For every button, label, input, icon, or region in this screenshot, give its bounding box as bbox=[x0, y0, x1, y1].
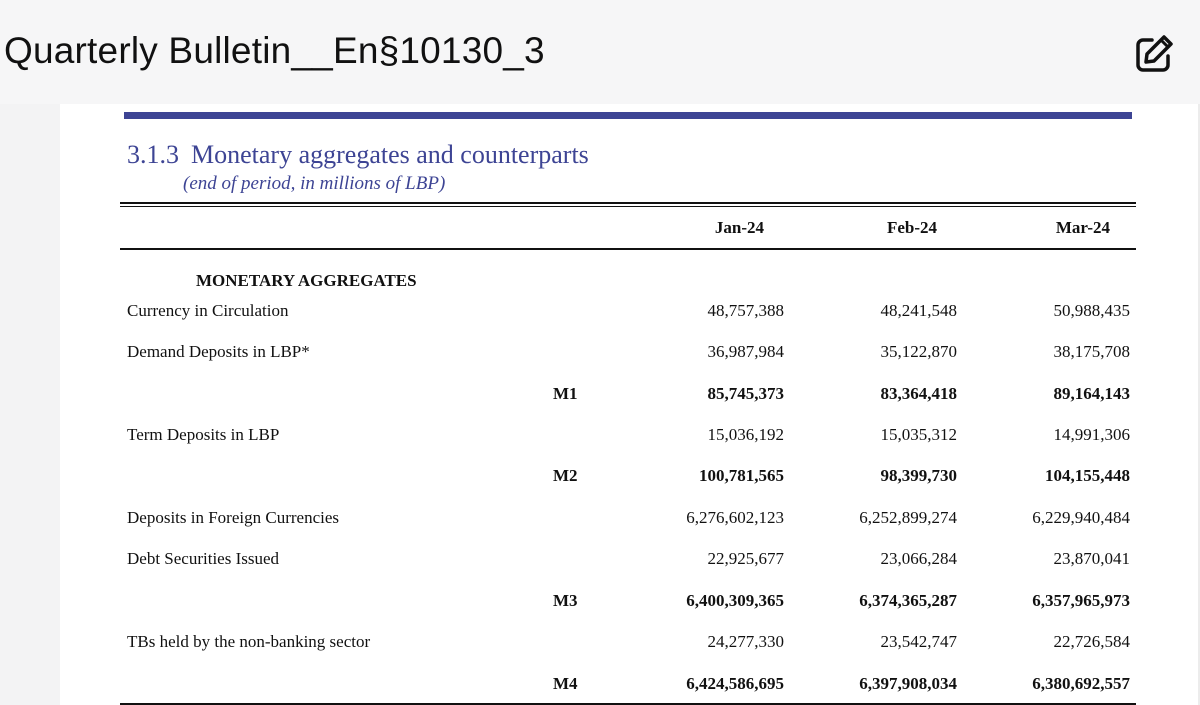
table-row bbox=[0, 549, 1200, 573]
row-label: Debt Securities Issued bbox=[127, 549, 280, 568]
row-label: Term Deposits in LBP bbox=[127, 425, 280, 444]
section-number: 3.1.3 bbox=[127, 140, 179, 169]
cell-feb: 48,241,548 bbox=[880, 301, 957, 320]
table-row bbox=[0, 508, 1200, 532]
cell-mar: 6,357,965,973 bbox=[1032, 591, 1130, 610]
cell-feb: 35,122,870 bbox=[880, 342, 957, 361]
cell-jan: 6,424,586,695 bbox=[686, 674, 784, 693]
cell-feb: 23,066,284 bbox=[880, 549, 957, 568]
cell-feb: 6,374,365,287 bbox=[859, 591, 957, 610]
section-title-text: Monetary aggregates and counterparts bbox=[191, 140, 589, 169]
cell-feb: 6,397,908,034 bbox=[859, 674, 957, 693]
row-aggregate: M2 bbox=[553, 466, 578, 485]
cell-jan: 48,757,388 bbox=[707, 301, 784, 320]
column-header-mar: Mar-24 bbox=[1055, 218, 1110, 237]
table-top-rule-thin bbox=[120, 206, 1136, 207]
edit-button[interactable] bbox=[1132, 32, 1176, 76]
table-row bbox=[0, 342, 1200, 366]
header-rule bbox=[124, 112, 1132, 119]
cell-jan: 6,276,602,123 bbox=[686, 508, 784, 527]
cell-jan: 22,925,677 bbox=[707, 549, 784, 568]
cell-mar: 6,380,692,557 bbox=[1032, 674, 1130, 693]
cell-mar: 22,726,584 bbox=[1053, 632, 1130, 651]
cell-jan: 6,400,309,365 bbox=[686, 591, 784, 610]
column-header-feb: Feb-24 bbox=[886, 218, 937, 237]
row-label: TBs held by the non-banking sector bbox=[127, 632, 371, 651]
cell-jan: 85,745,373 bbox=[707, 384, 784, 403]
table-row bbox=[0, 632, 1200, 656]
cell-jan: 24,277,330 bbox=[707, 632, 784, 651]
row-label: Demand Deposits in LBP* bbox=[127, 342, 310, 361]
cell-feb: 83,364,418 bbox=[880, 384, 957, 403]
table-row-subtotal bbox=[0, 466, 1200, 490]
cell-feb: 6,252,899,274 bbox=[859, 508, 957, 527]
row-aggregate: M4 bbox=[553, 674, 578, 693]
cell-feb: 15,035,312 bbox=[880, 425, 957, 444]
row-label: Deposits in Foreign Currencies bbox=[127, 508, 339, 527]
cell-mar: 23,870,041 bbox=[1053, 549, 1130, 568]
table-row bbox=[0, 425, 1200, 449]
top-bar bbox=[0, 0, 1200, 104]
row-label: Currency in Circulation bbox=[127, 301, 289, 320]
table-top-rule bbox=[120, 202, 1136, 204]
cell-jan: 100,781,565 bbox=[699, 466, 784, 485]
table-row-subtotal bbox=[0, 384, 1200, 408]
column-header-jan: Jan-24 bbox=[714, 218, 764, 237]
table-row bbox=[0, 301, 1200, 325]
cell-mar: 89,164,143 bbox=[1053, 384, 1130, 403]
cell-feb: 98,399,730 bbox=[880, 466, 957, 485]
table-row-subtotal bbox=[0, 674, 1200, 698]
row-aggregate: M3 bbox=[553, 591, 578, 610]
cell-mar: 6,229,940,484 bbox=[1032, 508, 1130, 527]
cell-mar: 14,991,306 bbox=[1053, 425, 1130, 444]
table-row-subtotal bbox=[0, 591, 1200, 615]
row-aggregate: M1 bbox=[553, 384, 578, 403]
cell-feb: 23,542,747 bbox=[880, 632, 957, 651]
cell-mar: 104,155,448 bbox=[1045, 466, 1130, 485]
document-title: Quarterly Bulletin__En§10130_3 bbox=[4, 30, 545, 71]
header-bottom-rule bbox=[120, 248, 1136, 250]
cell-jan: 36,987,984 bbox=[707, 342, 784, 361]
cell-mar: 50,988,435 bbox=[1053, 301, 1130, 320]
cell-jan: 15,036,192 bbox=[707, 425, 784, 444]
section-subtitle: (end of period, in millions of LBP) bbox=[183, 173, 446, 194]
table-section-heading: MONETARY AGGREGATES bbox=[196, 271, 417, 290]
edit-pencil-square-icon bbox=[1132, 32, 1176, 76]
cell-mar: 38,175,708 bbox=[1053, 342, 1130, 361]
section-title bbox=[127, 140, 589, 170]
